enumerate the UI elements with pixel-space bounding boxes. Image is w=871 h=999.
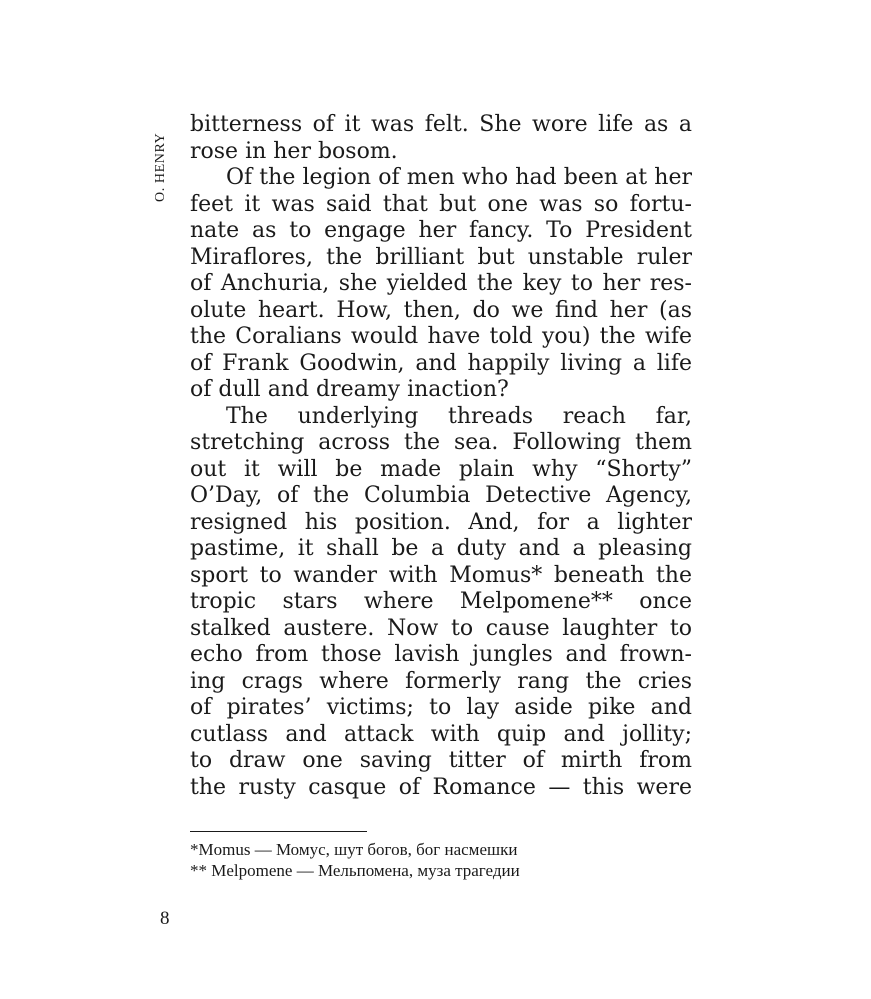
text-line: Of the legion of men who had been at her: [226, 165, 692, 190]
text-line: of dull and dreamy inaction?: [190, 377, 509, 402]
text-line: stretching across the sea. Following them: [190, 430, 692, 455]
text-line: tropic stars where Melpomene** once: [190, 589, 692, 614]
text-line: the rusty casque of Romance — this were: [190, 774, 692, 800]
text-line: feet it was said that but one was so fortu-: [190, 191, 692, 217]
footnotes: [190, 839, 670, 881]
text-line: rose in her bosom.: [190, 138, 398, 164]
footnote-melpomene: ** Melpomene — Мельпомена, муза трагедии: [190, 861, 520, 880]
text-line: of Frank Goodwin, and happily living a life: [190, 350, 692, 376]
text-line: nate as to engage her fancy. To President: [190, 218, 692, 243]
text-line: Miraflores, the brilliant but unstable ruler: [190, 244, 692, 270]
text-line: sport to wander with Momus* beneath the: [190, 562, 692, 588]
text-line: of pirates’ victims; to lay aside pike and: [190, 695, 692, 720]
text-line: resigned his position. And, for a lighter: [190, 509, 692, 535]
text-line: cutlass and attack with quip and jollity;: [190, 721, 692, 747]
running-head-text: O. HENRY: [153, 132, 168, 202]
text-line: ing crags where formerly rang the cries: [190, 668, 692, 694]
footnote-momus: *Momus — Момус, шут богов, бог насмешки: [190, 840, 518, 859]
text-line: The underlying threads reach far,: [226, 403, 692, 429]
text-line: O’Day, of the Columbia Detective Agency,: [190, 483, 692, 508]
text-line: stalked austere. Now to cause laughter to: [190, 615, 692, 641]
text-line: to draw one saving titter of mirth from: [190, 748, 692, 773]
text-line: bitterness of it was felt. She wore life as a: [190, 112, 692, 137]
text-line: the Coralians would have told you) the wife: [190, 324, 692, 349]
text-line: pastime, it shall be a duty and a pleasing: [190, 536, 692, 561]
text-line: of Anchuria, she yielded the key to her res-: [190, 271, 692, 296]
text-line: out it will be made plain why “Shorty”: [190, 456, 692, 482]
text-line: olute heart. How, then, do we find her (as: [190, 297, 692, 323]
text-line: echo from those lavish jungles and frown-: [190, 642, 692, 667]
footnote-divider: [190, 831, 367, 832]
running-head: [150, 118, 172, 208]
page-number: 8: [160, 908, 170, 929]
body-text: [190, 112, 692, 801]
